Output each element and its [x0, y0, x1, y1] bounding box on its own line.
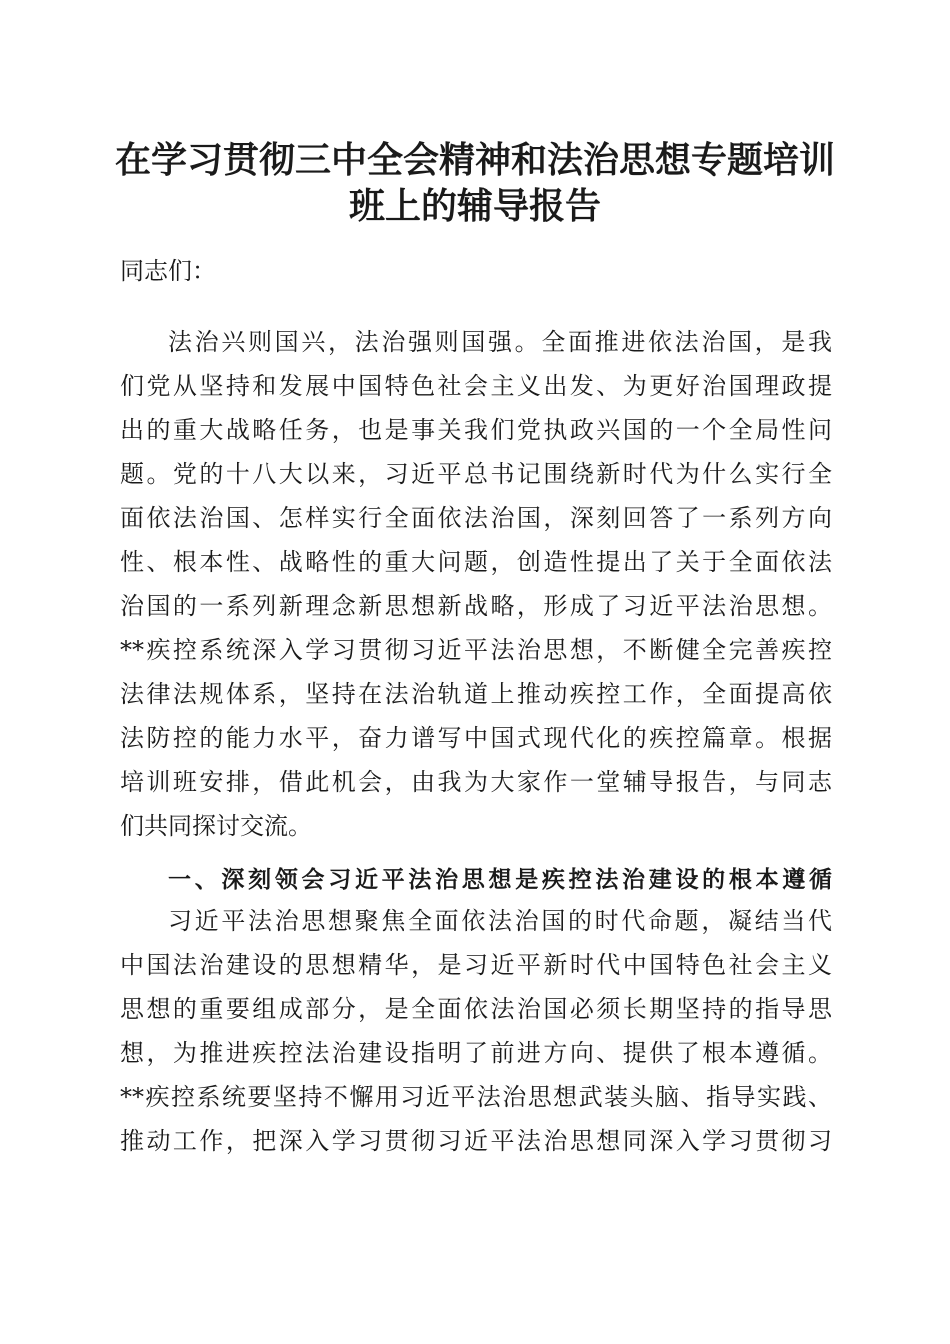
- paragraph-line: 性、根本性、战略性的重大问题，创造性提出了关于全面依法: [120, 548, 832, 576]
- paragraph-line: 面依法治国、怎样实行全面依法治国，深刻回答了一系列方向: [120, 504, 832, 532]
- paragraph-line: 法律法规体系，坚持在法治轨道上推动疾控工作，全面提高依: [120, 680, 832, 708]
- paragraph-line: 法治兴则国兴，法治强则国强。全面推进依法治国，是我: [168, 328, 832, 356]
- paragraph-line: 题。党的十八大以来，习近平总书记围绕新时代为什么实行全: [120, 460, 832, 488]
- paragraph-line: 习近平法治思想聚焦全面依法治国的时代命题，凝结当代: [168, 907, 832, 935]
- salutation: 同志们：: [120, 257, 216, 285]
- paragraph-line: **疾控系统深入学习贯彻习近平法治思想，不断健全完善疾控: [120, 636, 832, 664]
- paragraph-line: 思想的重要组成部分，是全面依法治国必须长期坚持的指导思: [120, 995, 832, 1023]
- document-title-line-1: 在学习贯彻三中全会精神和法治思想专题培训: [114, 139, 835, 181]
- document-title-line-2: 班上的辅导报告: [348, 185, 601, 227]
- section-heading: 一、深刻领会习近平法治思想是疾控法治建设的根本遵循: [168, 867, 832, 893]
- paragraph-line: 想，为推进疾控法治建设指明了前进方向、提供了根本遵循。: [120, 1039, 832, 1067]
- paragraph-line: 中国法治建设的思想精华，是习近平新时代中国特色社会主义: [120, 951, 832, 979]
- paragraph-line: 们共同探讨交流。: [120, 812, 312, 840]
- paragraph-line: 法防控的能力水平，奋力谱写中国式现代化的疾控篇章。根据: [120, 724, 832, 752]
- paragraph-line: **疾控系统要坚持不懈用习近平法治思想武装头脑、指导实践、: [120, 1083, 832, 1111]
- paragraph-line: 们党从坚持和发展中国特色社会主义出发、为更好治国理政提: [120, 372, 832, 400]
- paragraph-line: 培训班安排，借此机会，由我为大家作一堂辅导报告，与同志: [120, 768, 832, 796]
- paragraph-line: 治国的一系列新理念新思想新战略，形成了习近平法治思想。: [120, 592, 832, 620]
- paragraph-line: 推动工作，把深入学习贯彻习近平法治思想同深入学习贯彻习: [120, 1127, 832, 1155]
- paragraph-line: 出的重大战略任务，也是事关我们党执政兴国的一个全局性问: [120, 416, 832, 444]
